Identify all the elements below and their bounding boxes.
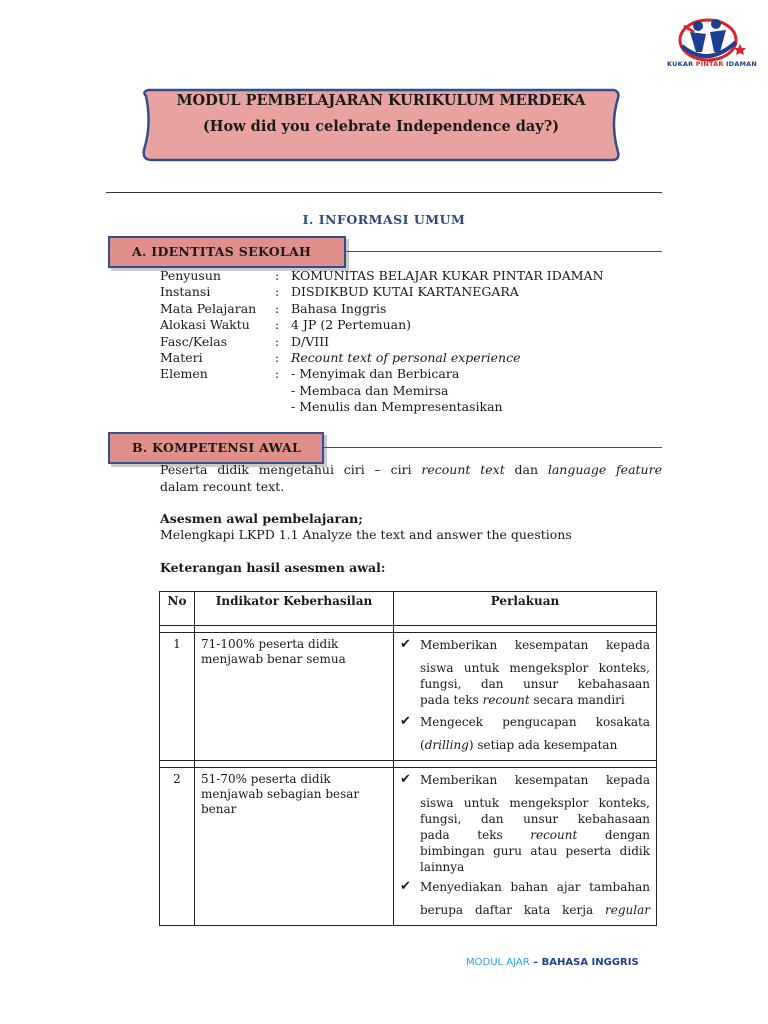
info-row-elemen-2: - Membaca dan Memirsa (291, 382, 449, 398)
info-row-kelas: Fasc/Kelas : D/VIII (160, 333, 330, 349)
info-row-penyusun: Penyusun : KOMUNITAS BELAJAR KUKAR PINTAR IDAMAN (160, 268, 604, 283)
header-rule (106, 192, 662, 193)
kukar-pintar-idaman-logo (668, 12, 752, 78)
table-row (160, 768, 657, 926)
row-indikator: 71-100% peserta didik menjawab benar semua (195, 633, 394, 761)
list-item: ✔ Memberikan kesempatan kepada siswa untuk mengeksplor konteks, fungsi, dan unsur kebahasaan pada teks recount secara mandiri (400, 637, 650, 707)
asesmen-text: Melengkapi LKPD 1.1 Analyze the text and answer the questions (160, 527, 572, 542)
table-header-row (160, 592, 657, 626)
keterangan-title: Keterangan hasil asesmen awal: (160, 560, 386, 575)
info-row-elemen-3: - Menulis dan Mempresentasikan (291, 399, 503, 415)
info-row-materi: Materi : Recount text of personal experience (160, 350, 521, 366)
kompetensi-paragraph-line2: dalam recount text. (160, 479, 285, 494)
table-row (160, 633, 657, 761)
list-item: ✔ Menyediakan bahan ajar tambahan berupa daftar kata kerja regular (400, 879, 650, 917)
section-title: I. INFORMASI UMUM (302, 212, 466, 227)
info-row-mapel: Mata Pelajaran : Bahasa Inggris (160, 300, 387, 316)
list-item: ✔ Mengecek pengucapan kosakata (drilling) setiap ada kesempatan (400, 714, 650, 752)
row-perlakuan (394, 768, 657, 926)
row-perlakuan (394, 633, 657, 761)
info-row-alokasi: Alokasi Waktu : 4 JP (2 Pertemuan) (160, 317, 412, 333)
identitas-list (160, 268, 680, 416)
header-indikator: Indikator Keberhasilan (195, 592, 394, 626)
checkmark-icon: ✔ (400, 714, 411, 729)
kompetensi-paragraph-line1: Peserta didik mengetahui ciri – ciri recount text dan language feature (160, 462, 662, 477)
info-row-instansi: Instansi : DISDIKBUD KUTAI KARTANEGARA (160, 284, 519, 300)
row-no: 2 (160, 768, 195, 926)
checkmark-icon: ✔ (400, 637, 411, 652)
row-no: 1 (160, 633, 195, 761)
list-item: ✔ Memberikan kesempatan kepada siswa untuk mengeksplor konteks, fungsi, dan unsur kebahasaan pada teks recount dengan bimbingan guru atau peserta didik lainnya (400, 772, 650, 874)
checkmark-icon: ✔ (400, 879, 411, 894)
checkmark-icon: ✔ (400, 772, 411, 787)
row-indikator: 51-70% peserta didik menjawab sebagian besar benar (195, 768, 394, 926)
module-title: MODUL PEMBELAJARAN KURIKULUM MERDEKA (176, 92, 586, 109)
logo-text: KUKAR PINTAR IDAMAN (667, 60, 757, 68)
module-subtitle: (How did you celebrate Independence day?) (202, 118, 560, 135)
page-footer: MODUL AJAR – BAHASA INGGRIS (466, 957, 639, 968)
info-row-elemen: Elemen : - Menyimak dan Berbicara (160, 366, 460, 382)
title-banner (140, 88, 622, 162)
header-perlakuan: Perlakuan (394, 592, 657, 626)
header-no: No (160, 592, 195, 626)
asesmen-title: Asesmen awal pembelajaran; (160, 511, 363, 526)
asesmen-result-table (159, 591, 657, 926)
